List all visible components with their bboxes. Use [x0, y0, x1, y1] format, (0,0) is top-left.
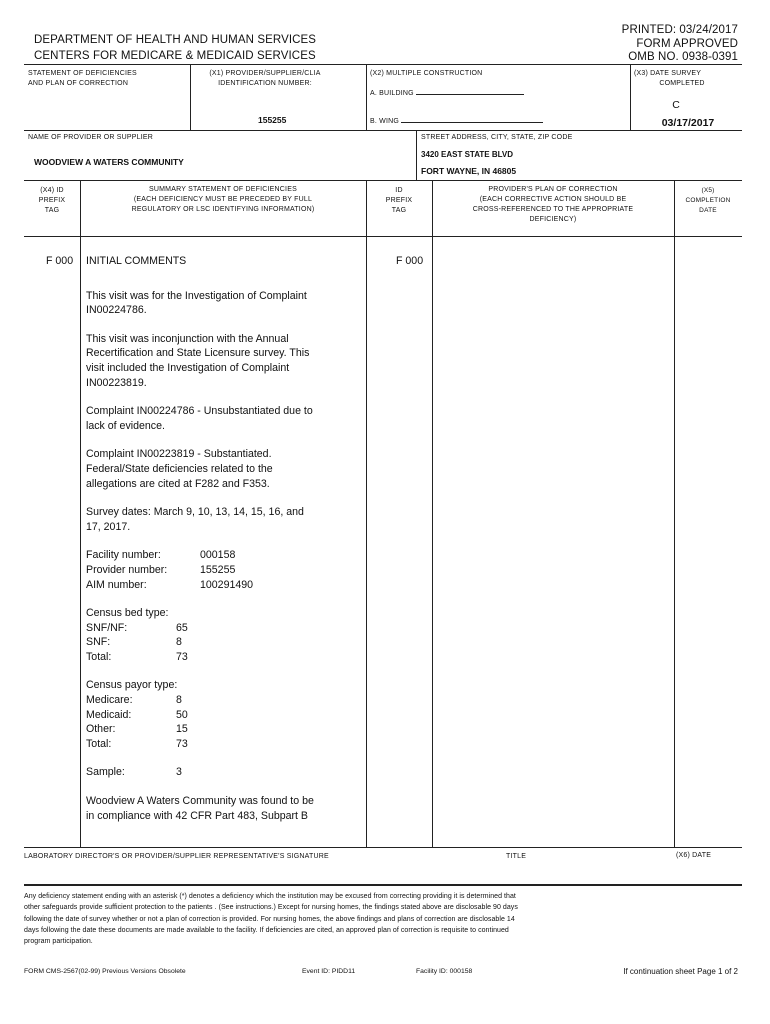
survey-date: 03/17/2017 [661, 117, 715, 129]
column-divider [366, 180, 367, 847]
paragraph: Complaint IN00224786 - Unsubstantiated due to lack of evidence. [86, 405, 313, 432]
continuation-sheet: If continuation sheet Page 1 of 2 [623, 967, 738, 976]
provider-name: WOODVIEW A WATERS COMMUNITY [34, 157, 184, 167]
agency-title: CENTERS FOR MEDICARE & MEDICAID SERVICES [34, 50, 316, 62]
form-approved: FORM APPROVED [636, 38, 738, 50]
column-divider [674, 180, 675, 847]
statement-label: STATEMENT OF DEFICIENCIES AND PLAN OF CORRECTION [28, 70, 137, 87]
paragraph: Woodview A Waters Community was found to be in compliance with 42 CFR Part 483, Subpart B [86, 795, 314, 822]
divider [416, 130, 417, 180]
department-title: DEPARTMENT OF HEALTH AND HUMAN SERVICES [34, 34, 317, 46]
census-bed-type: Census bed type: SNF/NF: 65 SNF: 8 Total: 73 [86, 607, 188, 663]
rule [24, 130, 742, 131]
signature-label: LABORATORY DIRECTOR'S OR PROVIDER/SUPPLIER REPRESENTATIVE'S SIGNATURE [24, 853, 329, 860]
tag-prefix-right: F 000 [396, 255, 424, 267]
id-column-header: ID PREFIX TAG [385, 187, 413, 214]
summary-column-header: SUMMARY STATEMENT OF DEFICIENCIES (EACH DEFICIENCY MUST BE PRECEDED BY FULL REGULATORY OR LSC IDENTIFYING INFORMATION) [131, 186, 315, 213]
provider-name-label: NAME OF PROVIDER OR SUPPLIER [28, 134, 154, 141]
rule [24, 884, 742, 886]
paragraph: This visit was for the Investigation of Complaint IN00224786. [86, 289, 307, 317]
street-address: 3420 EAST STATE BLVD [421, 150, 514, 159]
disclaimer: Any deficiency statement ending with an asterisk (*) denotes a deficiency which the institution may be excused from correcting providing it is determined that other safeguards provide sufficient protection to the patients . (See instructions.) Except for nursing homes, the findings stated above are disclosable 90 days following the date of survey whether or not a plan of correction is provided. For nursing homes, the above findings and plans of correction are disclosable 14 days following the date these documents are made available to the facility. If deficiencies are cited, an approved plan of correction is requisite to continued program participation. [24, 893, 518, 946]
title-label: TITLE [506, 853, 527, 860]
column-divider [432, 180, 433, 847]
x4-column-header: (X4) ID PREFIX TAG [38, 187, 66, 214]
divider [630, 64, 631, 130]
x3-completed: COMPLETED [659, 80, 705, 87]
date-label: (X6) DATE [676, 852, 712, 859]
rule [24, 236, 742, 237]
x3-code: C [672, 99, 680, 111]
column-divider [80, 180, 81, 847]
event-id: Event ID: PIDD11 [302, 968, 356, 975]
omb-number: OMB NO. 0938-0391 [628, 51, 738, 63]
paragraph: This visit was inconjunction with the Annual Recertification and State Licensure survey. This visit included the Investigation of Complaint IN00223819. [86, 332, 310, 389]
entry-heading: INITIAL COMMENTS [86, 255, 187, 267]
form-number: FORM CMS-2567(02-99) Previous Versions Obsolete [24, 968, 186, 975]
x5-column-header: (X5) COMPLETION DATE [685, 187, 731, 214]
rule [24, 847, 742, 848]
provider-id: 155255 [258, 115, 287, 125]
plan-column-header: PROVIDER'S PLAN OF CORRECTION (EACH CORRECTIVE ACTION SHOULD BE CROSS-REFERENCED TO THE APPROPRIATE DEFICIENCY) [472, 186, 634, 223]
sample-count: Sample: 3 [86, 766, 182, 779]
paragraph: Complaint IN00223819 - Substantiated. Federal/State deficiencies related to the allegations are cited at F282 and F353. [86, 448, 273, 490]
divider [366, 64, 367, 130]
facility-numbers: Facility number: 000158 Provider number: 155255 AIM number: 100291490 [86, 549, 254, 591]
facility-id: Facility ID: 000158 [416, 968, 473, 975]
address-label: STREET ADDRESS, CITY, STATE, ZIP CODE [421, 134, 573, 141]
paragraph: Survey dates: March 9, 10, 13, 14, 15, 16, and 17, 2017. [86, 506, 304, 533]
printed-date: PRINTED: 03/24/2017 [621, 24, 738, 36]
x3-label: (X3) DATE SURVEY [634, 70, 702, 77]
rule [24, 64, 742, 65]
rule [24, 180, 742, 181]
building-field: A. BUILDING [370, 86, 524, 99]
city-state-zip: FORT WAYNE, IN 46805 [421, 166, 517, 176]
census-payor-type: Census payor type: Medicare: 8 Medicaid: 50 Other: 15 Total: 73 [86, 679, 188, 750]
summary-body [86, 254, 364, 823]
wing-field: B. WING [370, 114, 543, 127]
x1-label: (X1) PROVIDER/SUPPLIER/CLIA IDENTIFICATION NUMBER: [209, 70, 321, 87]
x2-label: (X2) MULTIPLE CONSTRUCTION [370, 70, 483, 77]
tag-prefix-left: F 000 [46, 255, 74, 267]
